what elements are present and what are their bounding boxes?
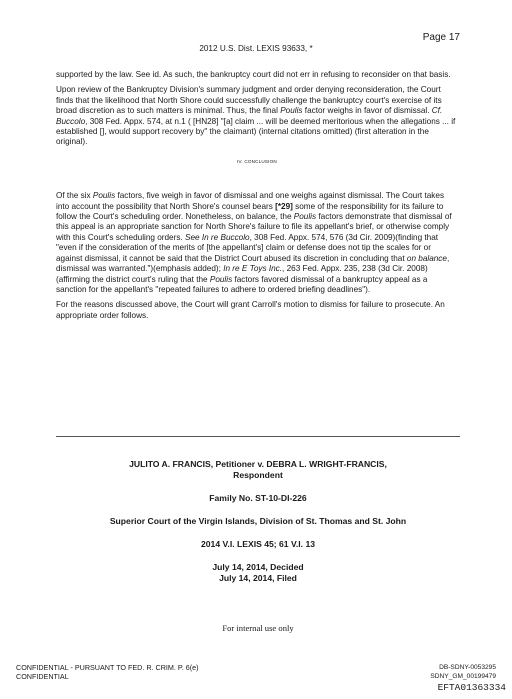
confidential-label: CONFIDENTIAL	[16, 672, 69, 681]
poulis-term: Poulis	[293, 212, 317, 222]
filed-date: July 14, 2014, Filed	[219, 573, 297, 583]
paragraph-4: For the reasons discussed above, the Court will grant Carroll's motion to dismiss for failure to prosecute. An appropriate order follows.	[56, 300, 445, 320]
citation-in-re-buccolo: See In re Buccolo	[184, 232, 250, 242]
court-name: Superior Court of the Virgin Islands, Division of St. Thomas and St. John	[109, 516, 407, 526]
paragraph-1: supported by the law. See id. As such, the bankruptcy court did not err in refusing to reconsider on that basis.	[56, 70, 451, 79]
p3-s2: factors, five weigh in favor of dismissal and one weighs against dismissal. The Court takes into account the possibility that North Shore's counsel bears	[56, 191, 445, 211]
emphasis-on-balance: on balance	[406, 253, 447, 263]
p3-s1: Of the six	[56, 191, 93, 201]
paragraph-2	[56, 85, 458, 147]
confidential-notice: CONFIDENTIAL - PURSUANT TO FED. R. CRIM. P. 6(e)	[16, 663, 199, 672]
page-marker: [*29]	[275, 201, 293, 211]
p3-s4: factors demonstrate that dismissal of this appeal is an appropriate sanction for North Shore's failure to file its appellant's brief, or otherwise comply with this Court's scheduling orders.	[56, 212, 452, 242]
citation-buccolo: Cf. Buccolo	[56, 106, 443, 126]
opinion-body	[56, 70, 458, 326]
case-caption: JULITO A. FRANCIS, Petitioner v. DEBRA L. WRIGHT-FRANCIS, Respondent	[129, 459, 387, 480]
case-header	[56, 459, 460, 584]
poulis-term: Poulis	[92, 191, 116, 201]
bates-sdny-gm: SDNY_GM_00199479	[430, 673, 496, 680]
p3-s7: , 263 Fed. Appx. 235, 238 (3d Cir. 2008) (affirming the district court's ruling that the	[56, 264, 428, 284]
p3-s5: , 308 Fed. Appx. 574, 576 (3d Cir. 2009)(finding that "even if the consideration of the merits of [the appellant's] claim or defense does not tip the scales for or against dismissal, it cannot be said that the District Court abused its discretion in concluding that	[56, 232, 439, 263]
p2-text-pre: Upon review of the Bankruptcy Division's summary judgment and order denying reconsideration, the Court finds that the likelihood that North Shore could successfully challenge the bankruptcy court's exercise of its broad discretion as to such matters is minimal. Thus, the final	[56, 85, 442, 116]
p3-s6: , dismissal was warranted.")(emphasis added);	[56, 253, 450, 274]
page-number: Page 17	[422, 32, 460, 43]
running-head: 2012 U.S. Dist. LEXIS 93633, *	[199, 44, 313, 53]
paragraph-3	[56, 191, 458, 295]
footer-right	[370, 663, 496, 681]
poulis-term: Poulis	[209, 274, 233, 284]
footer-left	[16, 663, 199, 681]
internal-use-notice: For internal use only	[222, 623, 294, 633]
poulis-term: Poulis	[280, 106, 303, 116]
p2-text-mid: factor weighs in favor of dismissal.	[302, 106, 432, 116]
bates-db-sdny: DB-SDNY-0053295	[439, 664, 496, 671]
section-heading: IV. CONCLUSION	[237, 158, 277, 164]
case-citation: 2014 V.I. LEXIS 45; 61 V.I. 13	[200, 539, 316, 549]
p3-s8: factors favored dismissal of a bankruptcy appeal as a sanction for the appellant's "repeated failures to adhere to ordered briefing deadlines").	[56, 274, 428, 294]
p2-text-post: , 308 Fed. Appx. 574, at n.1 ( [HN28] "[a] claim ... will be deemed meritorious when the allegations ... if established [], would support recovery by" the claimant) (internal citations omitted) (first alteration in the original).	[56, 116, 456, 147]
efta-stamp: EFTA01363334	[437, 682, 506, 693]
family-number: Family No. ST-10-DI-226	[209, 493, 307, 503]
divider-rule	[56, 436, 460, 437]
decided-date: July 14, 2014, Decided	[212, 562, 304, 572]
p3-s3: some of the responsibility for its failure to follow the Court's scheduling order. Nonetheless, on balance, the	[56, 201, 444, 222]
citation-e-toys: In re E Toys Inc.	[223, 264, 283, 274]
